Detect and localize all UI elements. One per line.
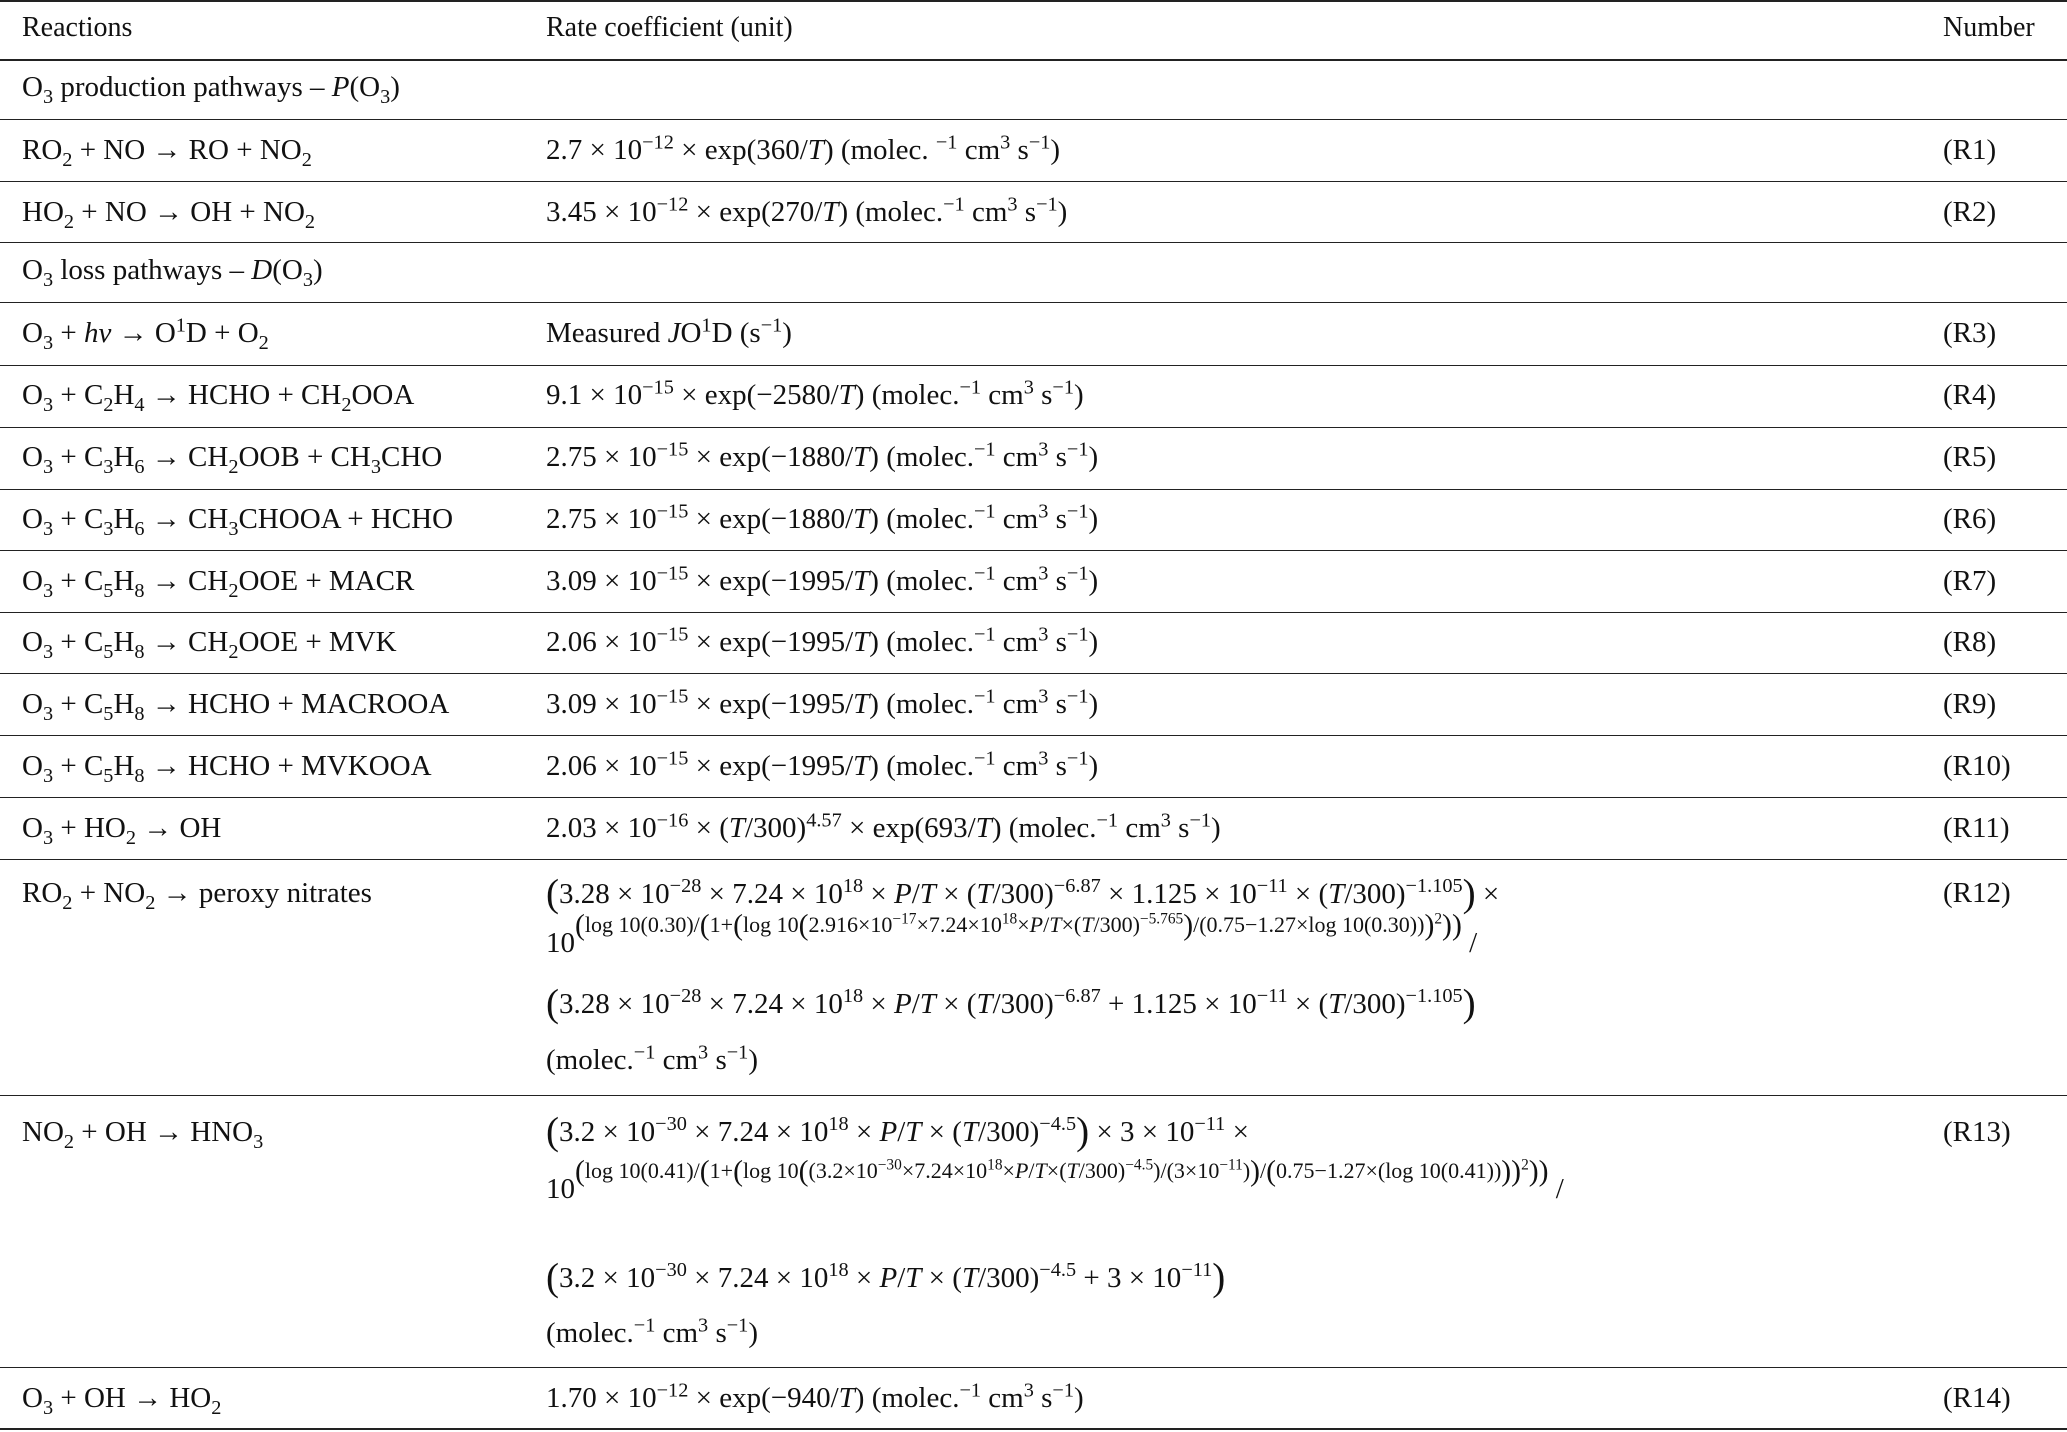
row-rule xyxy=(0,1367,2067,1368)
rate-cell: Measured $JO^1D$ $(s^{-1})$ xyxy=(546,314,792,349)
header-rate: Rate coefficient (unit) xyxy=(546,12,793,43)
number-cell: (R14) xyxy=(1943,1382,2011,1414)
header-number: Number xyxy=(1943,12,2035,43)
rate-cell-line-3: $(3.2 \times 10^{-30} \times 7.24 \times 10^{18} \times P/T \times (T/300)^{-4.5} + 3 \times 10^{-11})$ xyxy=(546,1256,1226,1299)
table-row xyxy=(0,1095,2067,1367)
rate-cell-line-3: $(3.28 \times 10^{-28} \times 7.24 \times 10^{18} \times P/T \times (T/300)^{-6.87} + 1.125 \times 10^{-11} \times (T/300)^{-1.105})$ xyxy=(546,982,1476,1025)
number-cell: (R13) xyxy=(1943,1116,2011,1148)
row-rule xyxy=(0,612,2067,613)
number-cell: (R12) xyxy=(1943,877,2011,909)
rate-cell: $2.06 \times 10^{-15} \times \exp(-1995/T)$ (molec.$^{-1}$ $cm^3$ $s^{-1}$) xyxy=(546,747,1099,782)
rate-cell-line-2: $10^{(log 10(0.41)/(1+(log 10((3.2\times 10^{-30}\times 7.24\times 10^{18}\times P/T\times(T/300)^{-4.5})/(3\times 10^{-11}))/(0.75-1.27\times(log 10(0.41))))^2))}$ / xyxy=(546,1155,1564,1205)
reaction-cell: $O_3 + C_5H_8 \to CH_2OOE$ + MACR xyxy=(22,565,415,602)
table-top-rule xyxy=(0,0,2067,2)
row-rule xyxy=(0,673,2067,674)
reaction-cell: $O_3 + HO_2$ → OH xyxy=(22,812,222,849)
rate-cell-line-4: (molec.$^{-1}$ $cm^3$ $s^{-1}$) xyxy=(546,1314,758,1349)
table-row xyxy=(0,859,2067,1095)
number-cell: (R7) xyxy=(1943,565,1997,597)
number-cell: (R9) xyxy=(1943,688,1997,720)
rate-cell: $3.09 \times 10^{-15} \times \exp(-1995/T)$ (molec.$^{-1}$ $cm^3$ $s^{-1}$) xyxy=(546,562,1099,597)
header-rule xyxy=(0,59,2067,61)
number-cell: (R6) xyxy=(1943,503,1997,535)
section-production-label: $O_3$ production pathways – $P(O_3)$ xyxy=(22,71,400,108)
section-loss-label: $O_3$ loss pathways – $D(O_3)$ xyxy=(22,254,323,291)
number-cell: (R10) xyxy=(1943,750,2011,782)
number-cell: (R1) xyxy=(1943,134,1997,166)
rate-cell: $3.09 \times 10^{-15} \times \exp(-1995/T)$ (molec.$^{-1}$ $cm^3$ $s^{-1}$) xyxy=(546,685,1099,720)
row-rule xyxy=(0,242,2067,243)
rate-cell: $9.1 \times 10^{-15} \times \exp(-2580/T)$ (molec.$^{-1}$ $cm^3$ $s^{-1}$) xyxy=(546,376,1084,411)
reaction-cell: $O_3 + C_2H_4$ → HCHO + $CH_2OOA$ xyxy=(22,379,415,416)
row-rule xyxy=(0,181,2067,182)
reaction-cell: $HO_2$ + NO → OH + $NO_2$ xyxy=(22,196,316,233)
number-cell: (R11) xyxy=(1943,812,2010,844)
header-reactions: Reactions xyxy=(22,12,133,43)
reaction-cell: $RO_2$ + NO → RO + $NO_2$ xyxy=(22,134,312,171)
rate-cell: $2.75 \times 10^{-15} \times \exp(-1880/T)$ (molec.$^{-1}$ $cm^3$ $s^{-1}$) xyxy=(546,500,1099,535)
number-cell: (R3) xyxy=(1943,317,1997,349)
reaction-cell: $O_3 + C_5H_8$ → HCHO + MVKOOA xyxy=(22,750,432,787)
row-rule xyxy=(0,365,2067,366)
row-rule xyxy=(0,427,2067,428)
reaction-cell: $O_3 + C_5H_8 \to CH_2OOE$ + MVK xyxy=(22,626,397,663)
number-cell: (R2) xyxy=(1943,196,1997,228)
row-rule xyxy=(0,797,2067,798)
row-rule xyxy=(0,489,2067,490)
rate-cell-line-1: $(3.2 \times 10^{-30} \times 7.24 \times 10^{18} \times P/T \times (T/300)^{-4.5}) \times 3 \times 10^{-11}$ × xyxy=(546,1110,1249,1153)
table-bottom-rule xyxy=(0,1428,2067,1430)
rate-cell: $2.03 \times 10^{-16} \times (T/300)^{4.57} \times \exp(693/T)$ (molec.$^{-1}$ $cm^3$ $s^{-1}$) xyxy=(546,809,1221,844)
row-rule xyxy=(0,119,2067,120)
reaction-cell: $RO_2 + NO_2$ → peroxy nitrates xyxy=(22,877,372,914)
reaction-cell: $O_3$ + hv → $O^1D + O_2$ xyxy=(22,314,269,354)
row-rule xyxy=(0,550,2067,551)
reaction-cell: $O_3 + C_5H_8$ → HCHO + MACROOA xyxy=(22,688,450,725)
reaction-cell: $NO_2$ + OH → $HNO_3$ xyxy=(22,1116,264,1153)
rate-cell-line-4: (molec.$^{-1}$ $cm^3$ $s^{-1}$) xyxy=(546,1041,758,1076)
rate-cell: $2.06 \times 10^{-15} \times \exp(-1995/T)$ (molec.$^{-1}$ $cm^3$ $s^{-1}$) xyxy=(546,623,1099,658)
row-rule xyxy=(0,302,2067,303)
rate-cell: $2.75 \times 10^{-15} \times \exp(-1880/T)$ (molec.$^{-1}$ $cm^3$ $s^{-1}$) xyxy=(546,438,1099,473)
row-rule xyxy=(0,735,2067,736)
rate-cell: $3.45 \times 10^{-12} \times \exp(270/T)$ (molec.$^{-1}$ $cm^3$ $s^{-1}$) xyxy=(546,193,1068,228)
rate-cell: $1.70 \times 10^{-12} \times \exp(-940/T)$ (molec.$^{-1}$ $cm^3$ $s^{-1}$) xyxy=(546,1379,1084,1414)
reaction-cell: $O_3 + C_3H_6 \to CH_2OOB + CH_3CHO$ xyxy=(22,441,443,478)
reaction-cell: $O_3 + C_3H_6$ → $CH_3CHOOA$ + HCHO xyxy=(22,503,454,540)
number-cell: (R5) xyxy=(1943,441,1997,473)
number-cell: (R8) xyxy=(1943,626,1997,658)
rate-cell: $2.7 \times 10^{-12} \times \exp(360/T)$ (molec. $^{-1}$ $cm^3$ $s^{-1}$) xyxy=(546,131,1061,166)
reaction-cell: $O_3$ + OH → $HO_2$ xyxy=(22,1382,222,1419)
number-cell: (R4) xyxy=(1943,379,1997,411)
rate-cell-line-2: $10^{(log 10(0.30)/(1+(log 10(2.916\times 10^{-17}\times 7.24\times 10^{18}\times P/T\times(T/300)^{-5.765})/(0.75-1.27\times log 10(0.30)))^2))}$ / xyxy=(546,909,1478,959)
rate-cell-line-1: $(3.28 \times 10^{-28} \times 7.24 \times 10^{18} \times P/T \times (T/300)^{-6.87} \times 1.125 \times 10^{-11} \times (T/300)^{-1.105})$ × xyxy=(546,872,1500,915)
